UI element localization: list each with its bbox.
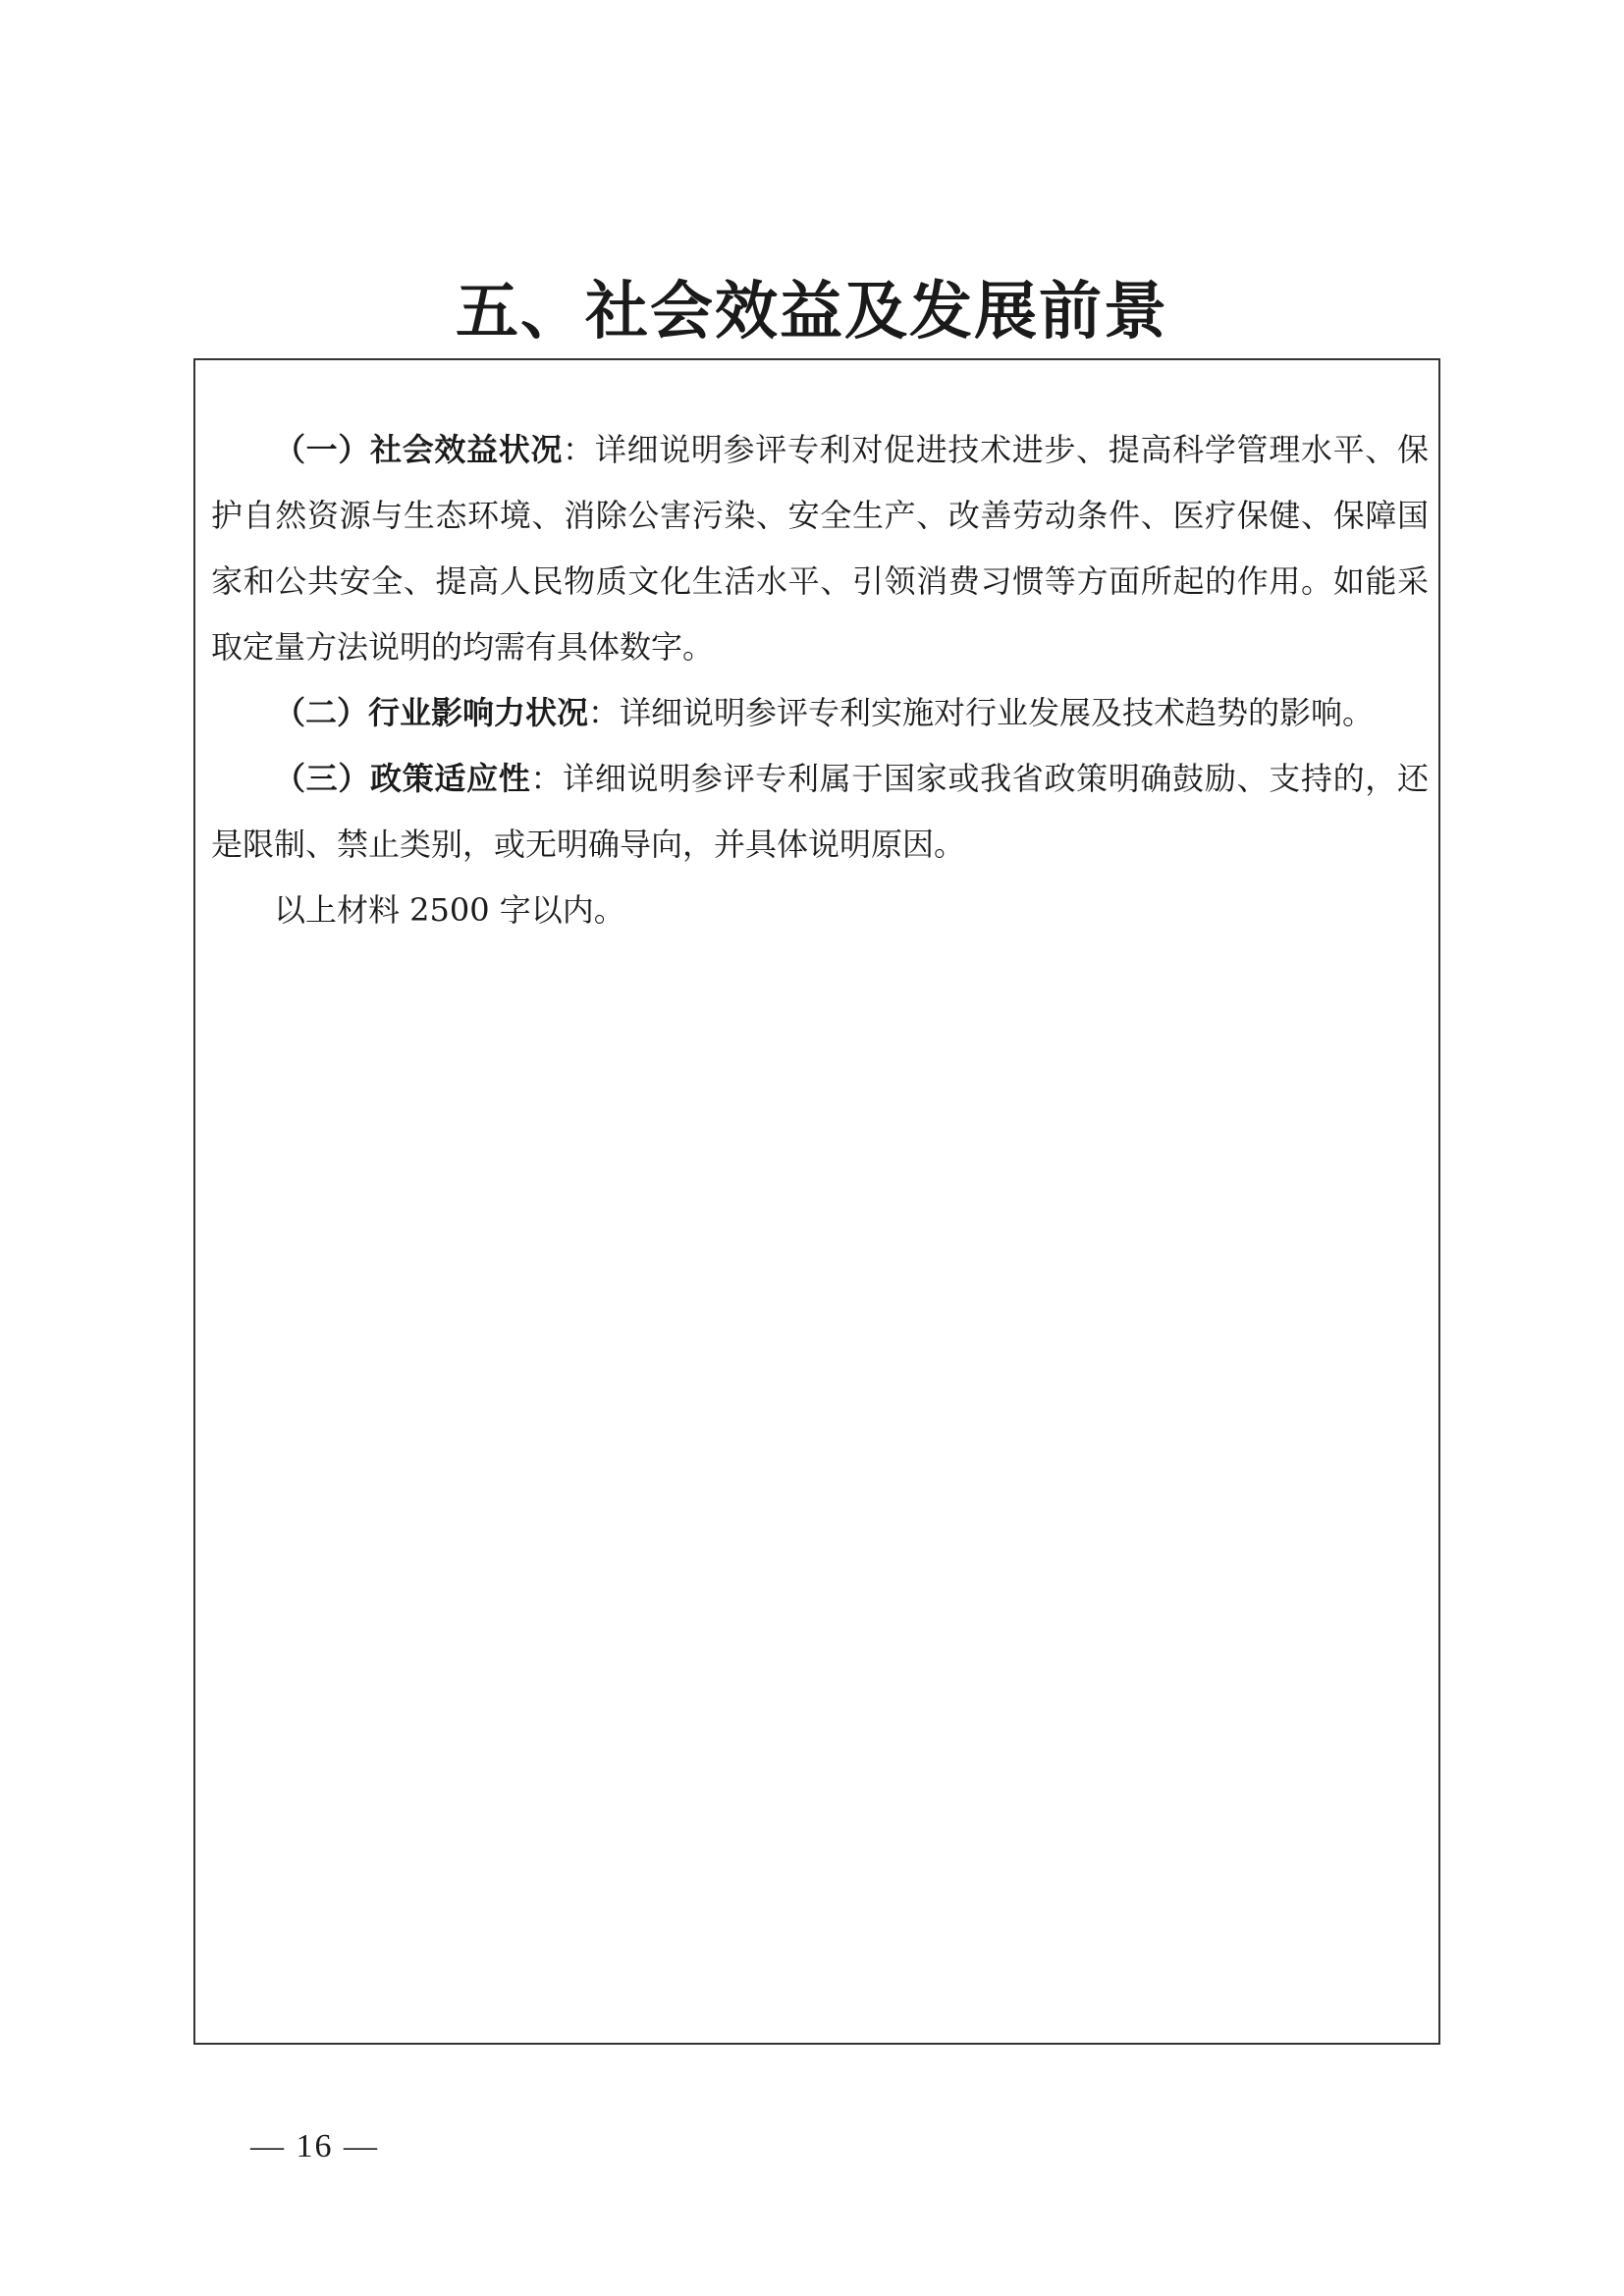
section-policy-adaptability	[211, 746, 1429, 878]
section-body: 详细说明参评专利对促进技术进步、提高科学管理水平、保护自然资源与生态环境、消除公害污染、安全生产、改善劳动条件、医疗保健、保障国家和公共安全、提高人民物质文化生活水平、引领消费习惯等方面所起的作用。如能采取定量方法说明的均需有具体数字。	[211, 431, 1429, 666]
section-social-benefit	[211, 417, 1429, 680]
section-heading: （二）行业影响力状况	[274, 694, 589, 731]
section-heading: （三）政策适应性	[274, 760, 531, 797]
section-separator: ：	[530, 760, 564, 797]
section-industry-influence	[211, 680, 1429, 746]
word-limit-note: 以上材料 2500 字以内。	[274, 891, 625, 929]
page-number: — 16 —	[250, 2128, 379, 2164]
section-heading: （一）社会效益状况	[274, 431, 564, 468]
section-separator: ：	[563, 431, 595, 468]
content-body	[211, 417, 1429, 943]
section-body: 详细说明参评专利实施对行业发展及技术趋势的影响。	[620, 694, 1375, 731]
page-title: 五、社会效益及发展前景	[456, 275, 1168, 348]
section-body: 详细说明参评专利属于国家或我省政策明确鼓励、支持的，还是限制、禁止类别，或无明确导向，并具体说明原因。	[211, 760, 1429, 863]
section-separator: ：	[588, 694, 621, 731]
